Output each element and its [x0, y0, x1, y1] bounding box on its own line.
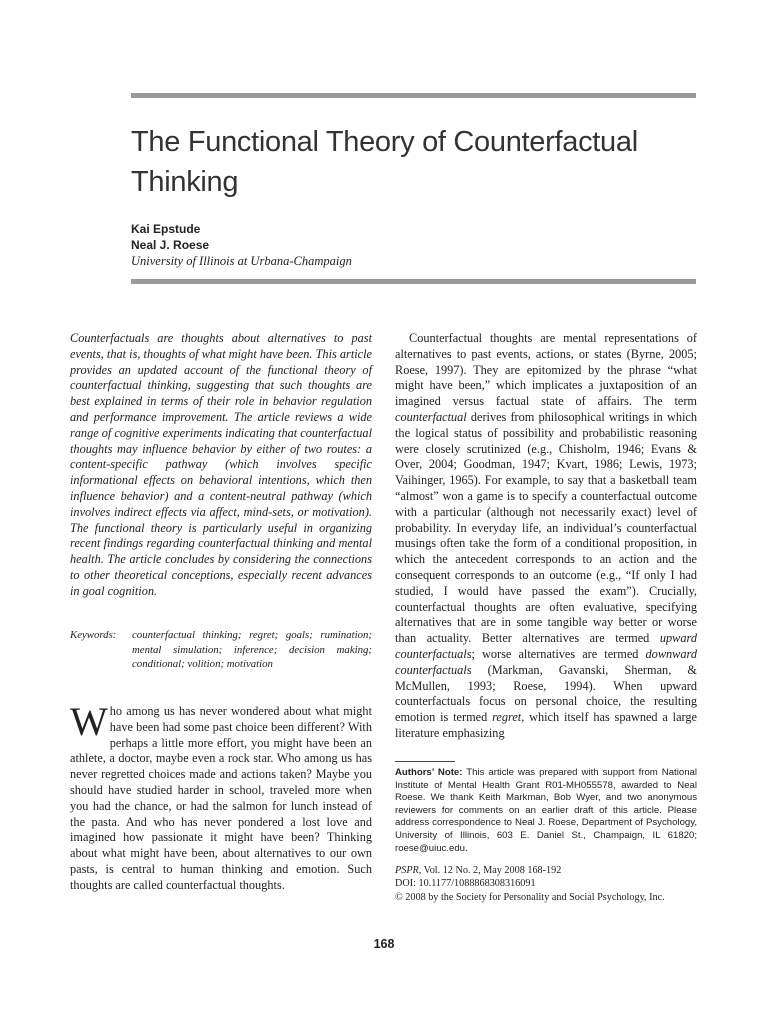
- body-column-right: [395, 331, 697, 742]
- term-regret: regret: [492, 710, 522, 725]
- page-number: 168: [373, 937, 395, 951]
- drop-cap: W: [70, 699, 108, 744]
- authors-note: [395, 767, 697, 855]
- authors-note-text: This article was prepared with support from National Institute of Mental Health Grant R01-MH055578, awarded to Neal Roese. We thank Keith Markman, Bob Wyer, and two anonymous reviewers for comments on an earlier draft of this article. Please address correspondence to Neal J. Roese, Department of Psychology, University of Illinois, 603 E. Daniel St., Champaign, IL 61820; roese@uiuc.edu.: [395, 767, 697, 854]
- citation-block: [395, 864, 697, 904]
- keywords-label: Keywords:: [70, 629, 117, 641]
- author-name-2: Neal J. Roese: [131, 238, 210, 252]
- journal-volume: , Vol. 12 No. 2, May 2008 168-192: [418, 865, 562, 876]
- body-text-4: (Markman, Gavanski, Sherman, & McMullen, 1993; Roese, 1994). When upward counterfactuals focus on personal choice, the resulting emotion is termed: [395, 662, 697, 725]
- body-paragraph: [395, 331, 697, 742]
- journal-abbrev: PSPR: [395, 865, 419, 876]
- header-rule: [131, 93, 696, 98]
- body-text-2: derives from philosophical writings in which the logical status of possibility and probabilistic reasoning were closely scrutinized (e.g., Chisholm, 1946; Evans & Over, 2004; Goodman, 1947; Kvart, 1986; Lewis, 1973; Vaihinger, 1965). For example, to say that a basketball team “almost” won a game is to specify a counterfactual outcome with a particular (although not necessarily exact) level of probability. In everyday life, an individual’s counterfactual musings often take the form of a conditional proposition, in which the antecedent corresponds to an action and the consequent corresponds to an outcome (e.g., “If only I had studied, I would have passed the exam”). Crucially, counterfactual thoughts are often evaluative, specifying alternatives that are in some tangible way better or worse than actuality. Better alternatives are termed: [395, 409, 697, 646]
- abstract: [70, 331, 372, 600]
- author-affiliation: University of Illinois at Urbana-Champaign: [131, 254, 352, 268]
- keywords: [70, 628, 372, 672]
- term-counterfactual: counterfactual: [395, 409, 467, 424]
- intro-paragraph: [70, 699, 372, 894]
- body-text-5: , which itself has spawned a large literature emphasizing: [395, 710, 698, 740]
- keywords-text: counterfactual thinking; regret; goals; rumination; mental simulation; inference; decision making; conditional; volition; motivation: [132, 629, 372, 670]
- citation-journal-line: [395, 864, 697, 877]
- citation-copyright: © 2008 by the Society for Personality and Social Psychology, Inc.: [395, 891, 665, 903]
- author-block: [131, 221, 352, 269]
- authors-note-label: Authors’ Note:: [395, 767, 463, 778]
- section-rule: [131, 279, 696, 284]
- citation-doi: DOI: 10.1177/1088868308316091: [395, 878, 536, 890]
- footnote-rule: [395, 761, 455, 762]
- body-text-3: ; worse alternatives are termed: [471, 646, 646, 661]
- intro-text: ho among us has never wondered about what might have been had some past choice been different? With perhaps a little more effort, you might have been an athlete, a doctor, maybe even a rock star. Who among us has never regretted choices made and actions taken? Maybe you should have studied harder in school, traveled more when you had the chance, or had the salmon for lunch instead of the pasta. And who has never pondered a lost love and imagined how passionate it might have been? Thinking about what might have been, about alternatives to our own pasts, is central to human thinking and emotion. Such thoughts are called counterfactual thoughts.: [70, 704, 372, 892]
- term-downward: downward counterfactuals: [395, 646, 697, 677]
- author-name-1: Kai Epstude: [131, 222, 201, 236]
- abstract-text: Counterfactuals are thoughts about alternatives to past events, that is, thoughts of what might have been. This article provides an updated account of the functional theory of counterfactual thinking, suggesting that such thoughts are best explained in terms of their role in behavior regulation and performance improvement. The article reviews a wide range of cognitive experiments indicating that counterfactual thoughts may influence behavior by either of two routes: a content-specific pathway (which involves specific informational effects on behavioral intentions, which then influence behavior) and a content-neutral pathway (which involves indirect effects via affect, mind-sets, or motivation). The functional theory is particularly useful in organizing recent findings regarding counterfactual thinking and mental health. The article concludes by considering the connections to other theoretical conceptions, especially recent advances in goal cognition.: [70, 331, 372, 598]
- body-text-1: Counterfactual thoughts are mental representations of alternatives to past events, actions, or states (Byrne, 2005; Roese, 1997). They are epitomized by the phrase “what might have been,” which implicates a juxtaposition of an imagined versus factual state of affairs. The term: [395, 331, 697, 409]
- term-upward: upward counterfactuals: [395, 631, 697, 661]
- article-title: The Functional Theory of Counterfactual Thinking: [131, 126, 638, 198]
